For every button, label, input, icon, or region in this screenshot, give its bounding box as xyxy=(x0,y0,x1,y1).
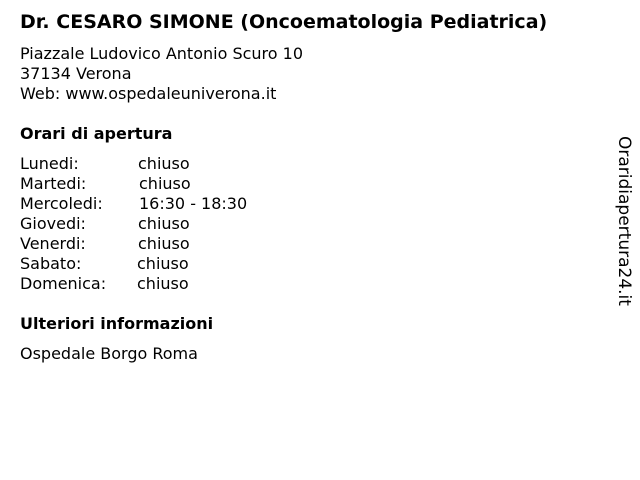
hours-time: chiuso xyxy=(138,234,190,253)
hours-heading: Orari di apertura xyxy=(20,124,173,143)
address-street: Piazzale Ludovico Antonio Scuro 10 xyxy=(20,44,303,63)
hours-day: Venerdi: xyxy=(20,234,86,253)
side-watermark xyxy=(614,136,634,308)
info-text: Ospedale Borgo Roma xyxy=(20,344,198,363)
hours-time: chiuso xyxy=(138,214,190,233)
address-block xyxy=(20,44,303,104)
page-title: Dr. CESARO SIMONE (Oncoematologia Pediatrica) xyxy=(20,11,548,33)
hours-time: chiuso xyxy=(139,174,191,193)
hours-time: chiuso xyxy=(138,154,190,173)
hours-time: 16:30 - 18:30 xyxy=(139,194,248,213)
hours-day: Sabato: xyxy=(20,254,82,273)
hours-time: chiuso xyxy=(137,254,189,273)
info-heading: Ulteriori informazioni xyxy=(20,314,214,333)
address-city: 37134 Verona xyxy=(20,64,132,83)
watermark-text: Oraridiapertura24.it xyxy=(614,136,634,306)
hours-day: Lunedi: xyxy=(20,154,79,173)
hours-day: Martedi: xyxy=(20,174,87,193)
address-web[interactable]: Web: www.ospedaleuniverona.it xyxy=(20,84,277,103)
hours-day: Mercoledi: xyxy=(20,194,103,213)
hours-time: chiuso xyxy=(137,274,189,293)
hours-day: Domenica: xyxy=(20,274,107,293)
hours-day: Giovedi: xyxy=(20,214,86,233)
